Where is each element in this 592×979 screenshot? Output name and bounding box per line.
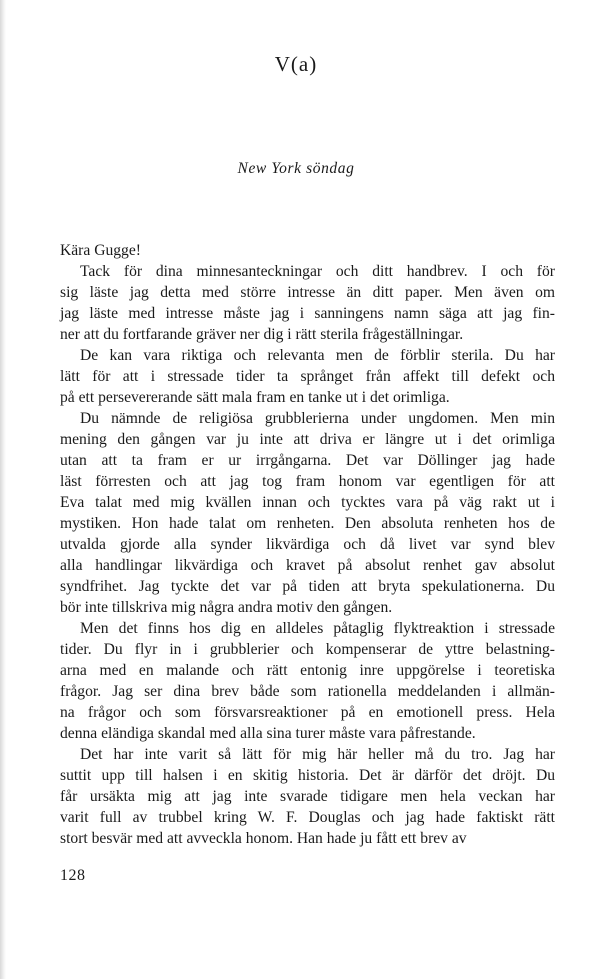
text-line: syndfrihet. Jag tyckte det var på tiden att bryta spekulationerna. Du	[60, 578, 555, 595]
text-line: suttit upp till halsen i en skitig historia. Det är därför det dröjt. Du	[60, 767, 555, 784]
paragraph	[60, 261, 555, 345]
text-line: frågor. Jag ser dina brev både som rationella meddelanden i allmän-	[60, 683, 555, 700]
text-line: på ett persevererande sätt mala fram en tanke ut i det orimliga.	[60, 389, 450, 406]
text-line: bör inte tillskriva mig några andra motiv den gången.	[60, 599, 393, 616]
text-line: sig läste jag detta med större intresse än ditt paper. Men även om	[60, 284, 555, 301]
letter-dateline: New York söndag	[237, 160, 355, 177]
text-line: jag läste med intresse måste jag i sanningens namn säga att jag fin-	[60, 305, 555, 322]
letter-body	[60, 240, 555, 849]
text-line: utvalda gjorde alla synder likvärdiga och då livet var synd blev	[60, 536, 555, 553]
paragraph	[60, 345, 555, 408]
paragraph	[60, 744, 555, 849]
text-line: mystiken. Hon hade talat om renheten. Den absoluta renheten hos de	[60, 515, 555, 532]
text-line: utan att ta fram er ur irrgångarna. Det var Döllinger jag hade	[60, 452, 555, 469]
chapter-heading: V(a)	[274, 52, 318, 76]
text-line: stort besvär med att avveckla honom. Han hade ju fått ett brev av	[60, 830, 467, 847]
text-line: varit full av trubbel kring W. F. Douglas och jag hade faktiskt rätt	[60, 809, 555, 826]
text-line: Du nämnde de religiösa grubblerierna under ungdomen. Men min	[80, 410, 555, 427]
text-line: na frågor och som försvarsreaktioner på en emotionell press. Hela	[60, 704, 555, 721]
text-line: får ursäkta mig att jag inte svarade tidigare men hela veckan har	[60, 788, 555, 805]
text-line: Tack för dina minnesanteckningar och ditt handbrev. I och för	[80, 263, 555, 280]
paragraph	[60, 618, 555, 744]
text-line: Men det finns hos dig en alldeles påtaglig flyktreaktion i stressade	[80, 620, 555, 637]
text-line: Eva talat med mig kvällen innan och tycktes vara på väg rakt ut i	[60, 494, 555, 511]
text-line: Det har inte varit så lätt för mig här heller må du tro. Jag har	[80, 746, 555, 763]
text-line: läst förresten och att jag tog fram honom var egentligen för att	[60, 473, 555, 490]
text-line: lätt för att i stressade tider ta språnget från affekt till defekt och	[60, 368, 555, 385]
text-line: alla handlingar likvärdiga och kravet på absolut renhet gav absolut	[60, 557, 555, 574]
text-line: De kan vara riktiga och relevanta men de förblir sterila. Du har	[80, 347, 555, 364]
text-line: ner att du fortfarande gräver ner dig i rätt sterila frågeställningar.	[60, 326, 464, 343]
letter-paragraphs	[60, 261, 555, 849]
text-line: tider. Du flyr in i grubblerier och kompenserar de yttre belastning-	[60, 641, 555, 658]
letter-salutation: Kära Gugge!	[60, 242, 141, 259]
text-line: arna med en malande och rätt entonig inre uppgörelse i teoretiska	[60, 662, 555, 679]
page-number: 128	[60, 867, 86, 884]
paragraph	[60, 408, 555, 618]
text-line: mening den gången var ju inte att driva er längre ut i det orimliga	[60, 431, 555, 448]
text-line: denna eländiga skandal med alla sina turer måste vara påfrestande.	[60, 725, 476, 742]
scan-edge-shadow	[0, 0, 6, 979]
